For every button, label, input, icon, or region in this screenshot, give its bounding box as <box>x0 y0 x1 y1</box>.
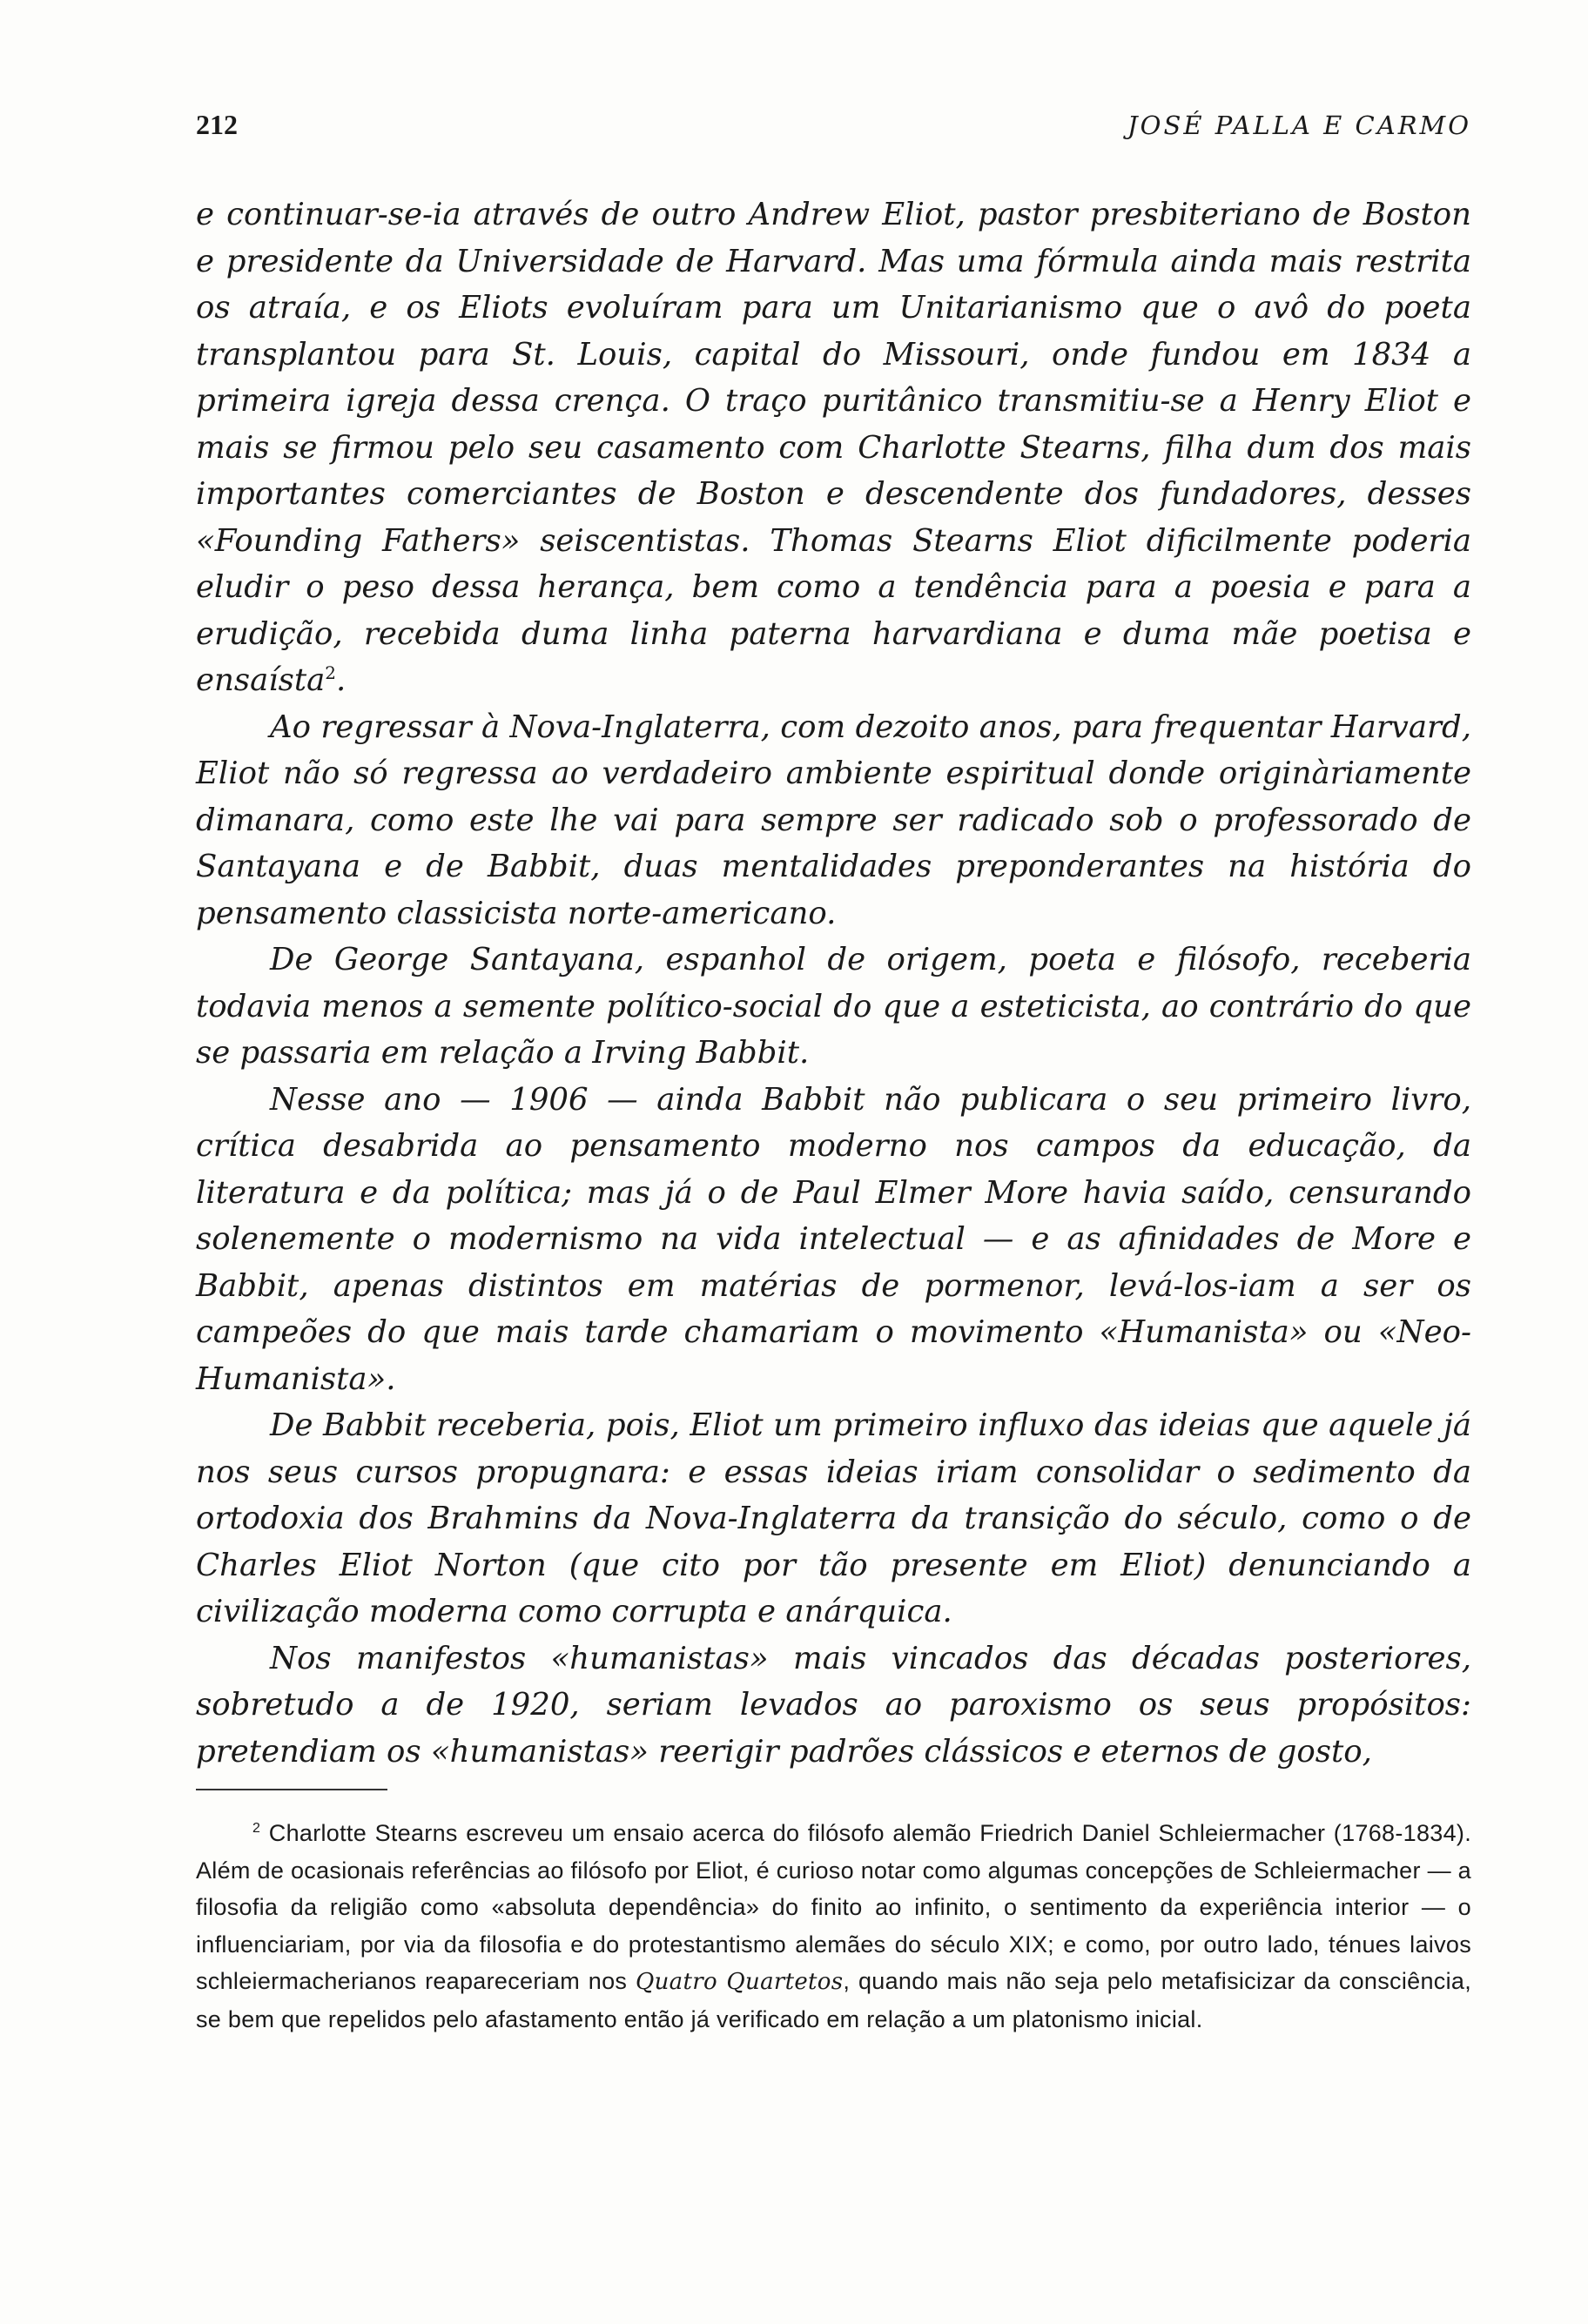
footnote-separator <box>196 1789 387 1790</box>
footnote-reference[interactable]: 2 <box>325 662 336 684</box>
running-head: JOSÉ PALLA E CARMO <box>1127 111 1471 140</box>
paragraph: Nos manifestos «humanistas» mais vincados das décadas posteriores, sobretudo a de 1920, seriam levados ao paroxismo os seus propósitos: pretendiam os «humanistas» reerigir padrões clássicos e eternos de gosto, <box>196 1640 1471 1770</box>
paragraph: De George Santayana, espanhol de origem, poeta e filósofo, receberia todavia menos a semente político-social do que a esteticista, ao contrário do que se passaria em relação a Irving Babbit. <box>196 942 1471 1071</box>
footnote-text-end: , quando mais não seja pelo metafisicizar da consciência, se bem que repelidos pelo afastamento então já verificado em relação a um platonismo inicial. <box>196 1968 1471 2032</box>
paragraph-text: e continuar-se-ia através de outro Andrew Eliot, pastor presbiteriano de Boston e presidente da Universidade de Harvard. Mas uma fórmula ainda mais restrita os atraía, e os Eliots evoluíram para um Unitarianismo que o avô do poeta transplantou para St. Louis, capital do Missouri, onde fundou em 1834 a primeira igreja dessa crença. O traço puritânico transmitiu-se a Henry Eliot e mais se firmou pelo seu casamento com Charlotte Stearns, filha dum dos mais importantes comerciantes de Boston e descendente dos fundadores, desses «Founding Fathers» seiscentistas. Thomas Stearns Eliot dificilmente poderia eludir o peso dessa herança, bem como a tendência para a poesia e para a erudição, recebida duma linha paterna harvardiana e duma mãe poetisa e ensaísta <box>196 197 1471 698</box>
footnote-marker: 2 <box>252 1821 261 1836</box>
paragraph <box>196 191 1471 704</box>
paragraph-end-punctuation: . <box>336 662 347 698</box>
paragraph: De Babbit receberia, pois, Eliot um primeiro influxo das ideias que aquele já nos seus cursos propugnara: e essas ideias iriam consolidar o sedimento da ortodoxia dos Brahmins da Nova-Inglaterra da transição do século, como o de Charles Eliot Norton (que cito por tão presente em Eliot) denunciando a civilização moderna como corrupta e anárquica. <box>196 1407 1471 1629</box>
paragraph: Nesse ano — 1906 — ainda Babbit não publicara o seu primeiro livro, crítica desabrida ao pensamento moderno nos campos da educação, da literatura e da política; mas já o de Paul Elmer More havia saído, censurando solenemente o modernismo na vida intelectual — e as afinidades de More e Babbit, apenas distintos em matérias de pormenor, levá-los-iam a ser os campeões do que mais tarde chamariam o movimento «Humanista» ou «Neo-Humanista». <box>196 1081 1471 1397</box>
footnote <box>196 1815 1471 2038</box>
body-text <box>196 191 1471 1775</box>
footnote-book-title: Quatro Quartetos <box>636 1969 844 1995</box>
footnote-paragraph <box>196 1815 1471 2038</box>
paragraph: Ao regressar à Nova-Inglaterra, com dezoito anos, para frequentar Harvard, Eliot não só regressa ao verdadeiro ambiente espiritual donde originàriamente dimanara, como este lhe vai para sempre ser radicado sob o professorado de Santayana e de Babbit, duas mentalidades preponderantes na história do pensamento classicista norte-americano. <box>196 709 1471 931</box>
page-number: 212 <box>196 109 238 140</box>
footnote-text: Charlotte Stearns escreveu um ensaio acerca do filósofo alemão Friedrich Daniel Schleiermacher (1768-1834). Além de ocasionais referências ao filósofo por Eliot, é curioso notar como algumas concepções de Schleiermacher — a filosofia da religião como «absoluta dependência» do finito ao infinito, o sentimento da experiência interior — o influenciariam, por via da filosofia e do protestantismo alemães do século XIX; e como, por outro lado, ténues laivos schleiermacherianos reapareceriam nos <box>196 1820 1471 1994</box>
page-header <box>196 109 1471 152</box>
